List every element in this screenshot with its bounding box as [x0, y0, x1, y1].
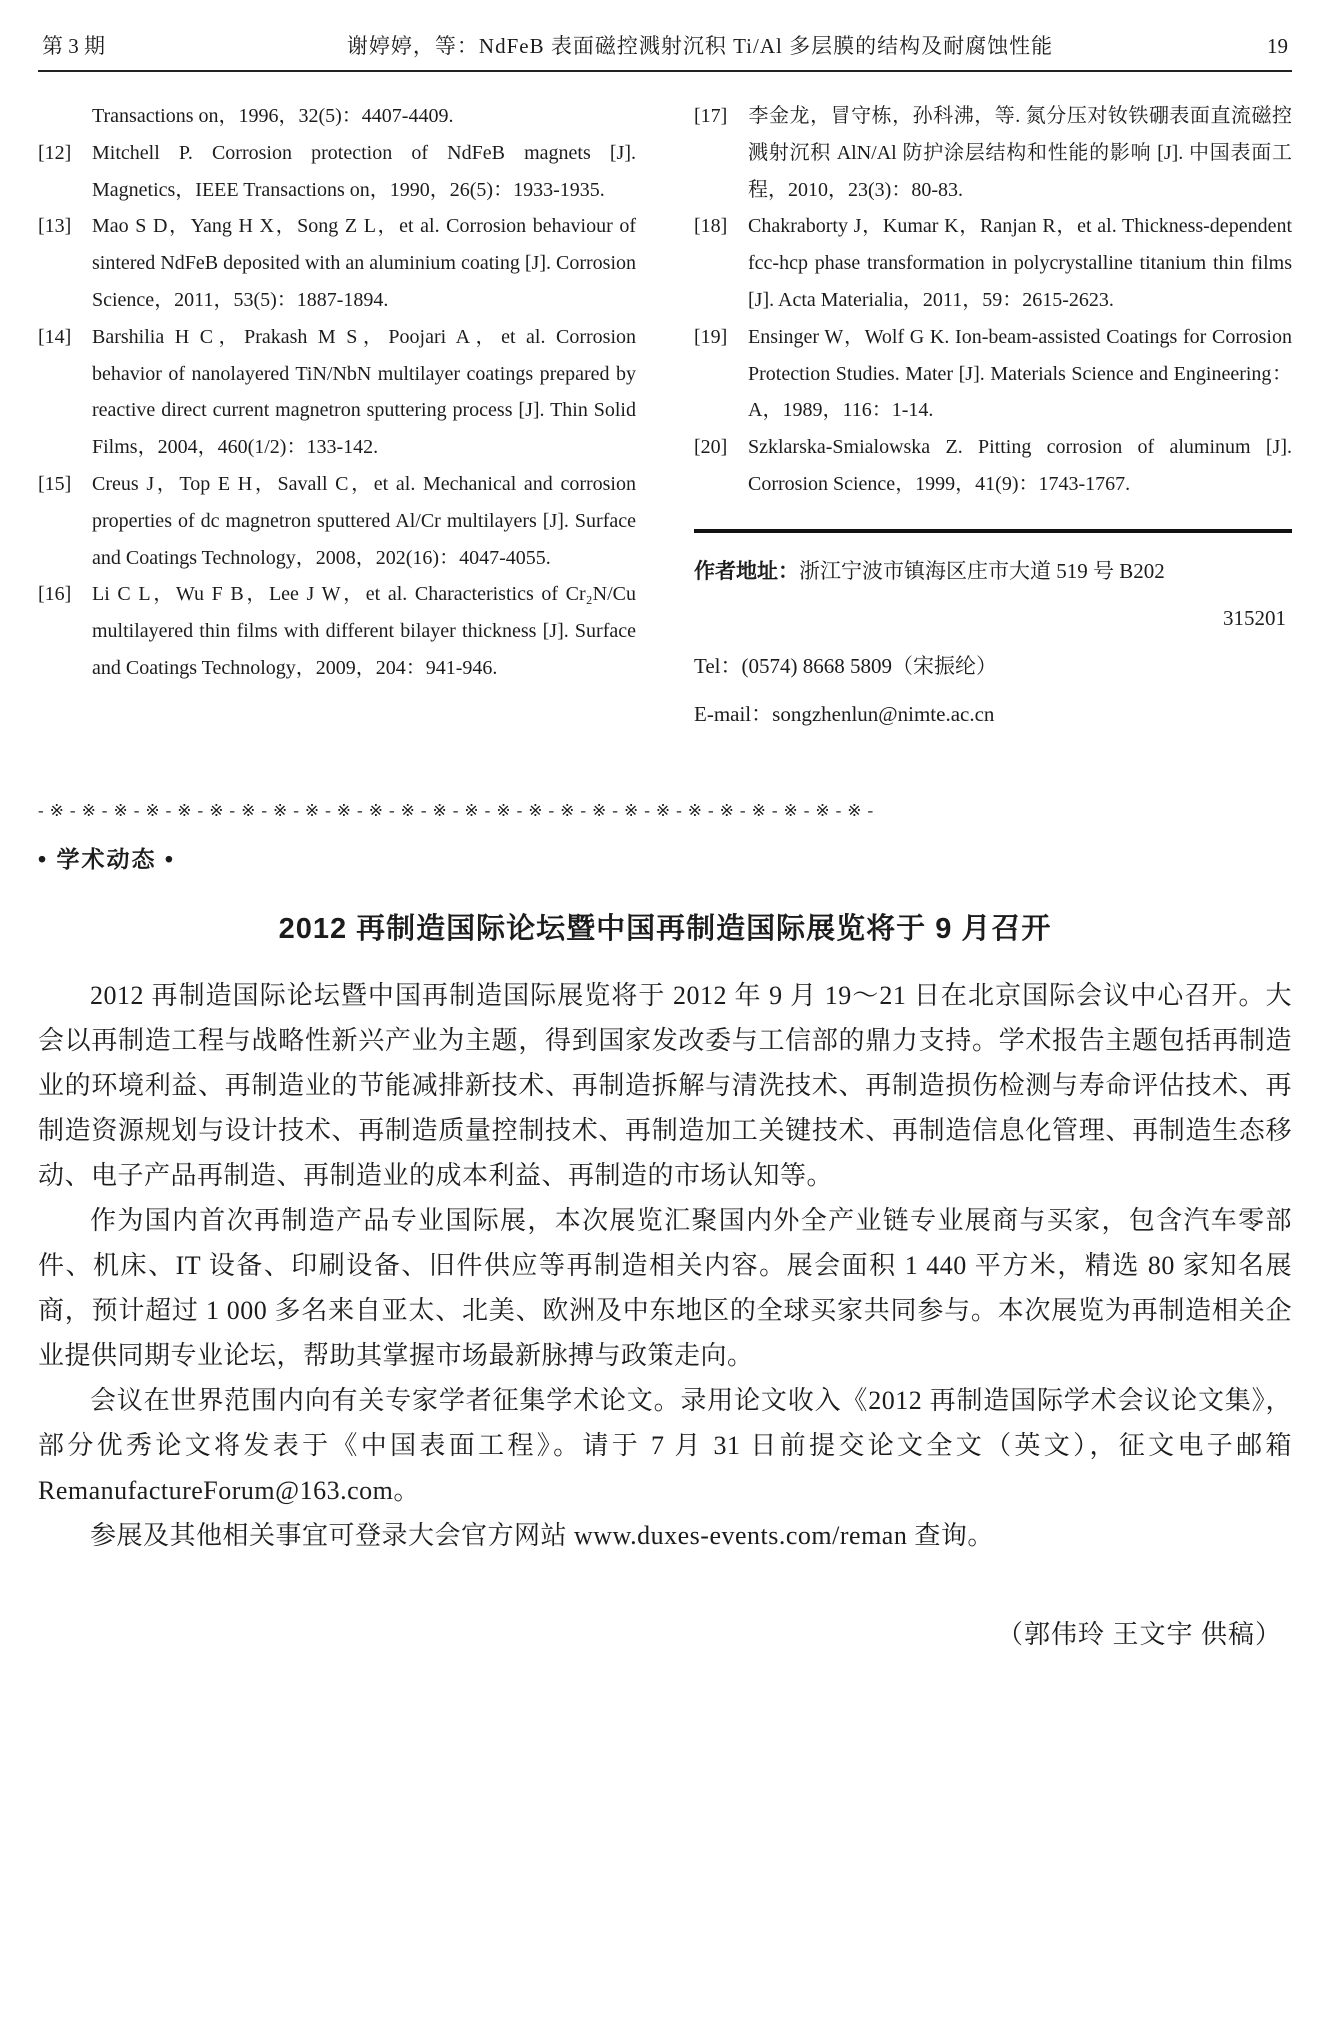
running-header: [38, 16, 1292, 72]
reference-text: 李金龙，冒守栋，孙科沸，等. 氮分压对钕铁硼表面直流磁控溅射沉积 AlN/Al 防护涂层结构和性能的影响 [J]. 中国表面工程，2010，23(3)：80-83.: [748, 105, 1292, 201]
address-label: 作者地址：: [694, 559, 799, 583]
reference-item: [38, 98, 636, 135]
running-title: 谢婷婷，等：NdFeB 表面磁控溅射沉积 Ti/Al 多层膜的结构及耐腐蚀性能: [346, 34, 1054, 58]
reference-number: [14]: [38, 325, 72, 348]
reference-text: Transactions on，1996，32(5)：4407-4409.: [92, 105, 454, 127]
section-label-academic-news: • 学术动态 •: [38, 846, 175, 873]
announcement-title: 2012 再制造国际论坛暨中国再制造国际展览将于 9 月召开: [278, 913, 1052, 946]
reference-number: [20]: [694, 436, 728, 459]
reference-text: Chakraborty J，Kumar K，Ranjan R，et al. Thickness-dependent fcc-hcp phase transformation in polycrystalline titanium thin films [J]. Acta Materialia，2011，59：2615-2623.: [748, 215, 1292, 311]
announcement-paragraph: 参展及其他相关事宜可登录大会官方网站 www.duxes-events.com/reman 查询。: [90, 1521, 994, 1551]
author-contact-block: [694, 529, 1292, 731]
reference-number: [19]: [694, 325, 728, 348]
reference-text: Ensinger W，Wolf G K. Ion-beam-assisted Coatings for Corrosion Protection Studies. Mater [J]. Materials Science and Engineering：A，1989，116：1-14.: [748, 325, 1292, 422]
reference-column-right: [694, 98, 1292, 745]
reference-item: [694, 98, 1292, 208]
author-address-line: [694, 555, 1292, 589]
address-value: 浙江宁波市镇海区庄市大道 519 号 B202: [799, 558, 1165, 583]
reference-text: Creus J，Top E H，Savall C，et al. Mechanical and corrosion properties of dc magnetron sputtered Al/Cr multilayers [J]. Surface and Coatings Technology，2008，202(16)：4047-4055.: [92, 472, 636, 569]
reference-text: Barshilia H C，Prakash M S，Poojari A，et al. Corrosion behavior of nanolayered TiN/NbN multilayer coatings prepared by reactive direct current magnetron sputtering process [J]. Thin Solid Films，2004，460(1/2)：133-142.: [92, 325, 636, 459]
reference-number: [12]: [38, 141, 72, 164]
issue-number: 第 3 期: [42, 34, 105, 58]
reference-text: Mitchell P. Corrosion protection of NdFeB magnets [J]. Magnetics，IEEE Transactions on，1990，26(5)：1933-1935.: [92, 141, 636, 201]
telephone-line: Tel：(0574) 8668 5809（宋振纶）: [694, 653, 998, 678]
announcement-paragraph: 会议在世界范围内向有关专家学者征集学术论文。录用论文收入《2012 再制造国际学术会议论文集》，部分优秀论文将发表于《中国表面工程》。请于 7 月 31 日前提交论文全文（英文），征文电子邮箱 RemanufactureForum@163.com。: [38, 1386, 1292, 1506]
reference-column-left: [38, 98, 636, 745]
ornamental-divider: -※-※-※-※-※-※-※-※-※-※-※-※-※-※-※-※-※-※-※-※-※-※-※-※-※-※-: [38, 801, 880, 821]
page-number: 19: [1267, 34, 1288, 58]
reference-number: [13]: [38, 215, 72, 238]
reference-number: [16]: [38, 583, 72, 606]
reference-item: [694, 208, 1292, 318]
email-line: E-mail：songzhenlun@nimte.ac.cn: [694, 701, 995, 726]
reference-text: Li C L，Wu F B，Lee J W，et al. Characteristics of Cr₂N/Cu multilayered thin films with different bilayer thickness [J]. Surface and Coatings Technology，2009，204：941-946.: [92, 583, 636, 679]
announcement-paragraph: 2012 再制造国际论坛暨中国再制造国际展览将于 2012 年 9 月 19～21 日在北京国际会议中心召开。大会以再制造工程与战略性新兴产业为主题，得到国家发改委与工信部的鼎力支持。学术报告主题包括再制造业的环境利益、再制造业的节能减排新技术、再制造拆解与清洗技术、再制造损伤检测与寿命评估技术、再制造资源规划与设计技术、再制造质量控制技术、再制造加工关键技术、再制造信息化管理、再制造生态移动、电子产品再制造、再制造业的成本利益、再制造的市场认知等。: [38, 981, 1292, 1191]
reference-item: [694, 429, 1292, 503]
postal-code: 315201: [1223, 606, 1286, 631]
reference-number: [15]: [38, 472, 72, 495]
reference-item: [38, 466, 636, 576]
announcement-paragraph: 作为国内首次再制造产品专业国际展，本次展览汇聚国内外全产业链专业展商与买家，包含汽车零部件、机床、IT 设备、印刷设备、旧件供应等再制造相关内容。展会面积 1 440 平方米，精选 80 家知名展商，预计超过 1 000 多名来自亚太、北美、欧洲及中东地区的全球买家共同参与。本次展览为再制造相关企业提供同期专业论坛，帮助其掌握市场最新脉搏与政策走向。: [38, 1206, 1292, 1371]
reference-text: Szklarska-Smialowska Z. Pitting corrosion of aluminum [J]. Corrosion Science，1999，41(9)：1743-1767.: [748, 436, 1292, 495]
reference-number: [17]: [694, 105, 728, 127]
reference-item: [38, 208, 636, 318]
reference-item: [38, 576, 636, 686]
reference-item: [694, 319, 1292, 429]
reference-number: [18]: [694, 215, 728, 238]
reference-item: [38, 319, 636, 466]
contributor-byline: （郭伟玲 王文宇 供稿）: [996, 1620, 1282, 1650]
reference-text: Mao S D，Yang H X，Song Z L，et al. Corrosion behaviour of sintered NdFeB deposited with an aluminium coating [J]. Corrosion Science，2011，53(5)：1887-1894.: [92, 215, 636, 311]
announcement-body: [38, 973, 1292, 1558]
reference-item: [38, 135, 636, 209]
reference-list: [38, 98, 1292, 745]
